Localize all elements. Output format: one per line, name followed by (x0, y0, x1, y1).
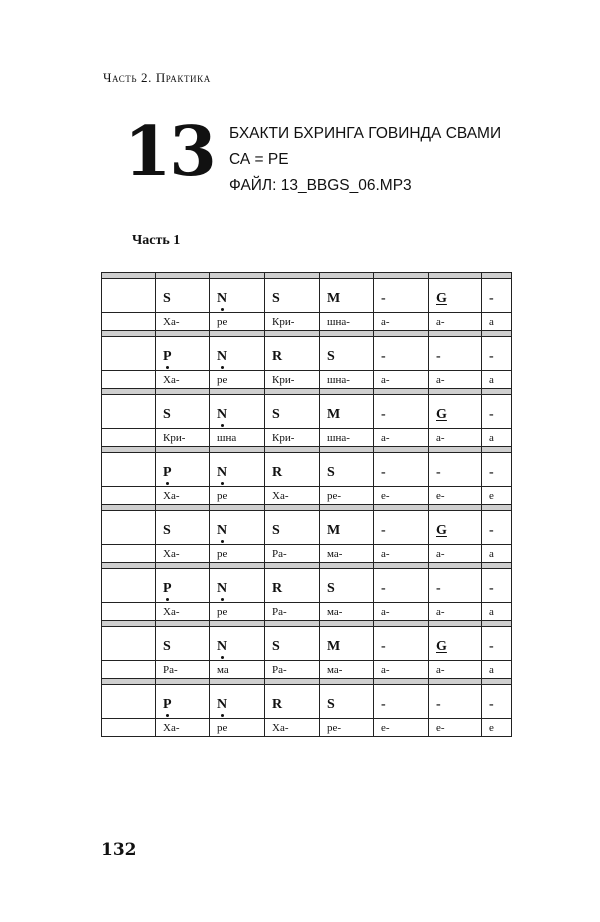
note-cell (210, 511, 265, 545)
note-cell (482, 685, 512, 719)
note-cell (210, 569, 265, 603)
note-cell (265, 395, 320, 429)
note-symbol: P (163, 464, 172, 480)
note-symbol: N (217, 348, 228, 364)
note-symbol: M (327, 406, 341, 422)
syllable-cell: Ра- (156, 661, 210, 679)
note-cell (265, 627, 320, 661)
row-label-cell (102, 429, 156, 447)
note-symbol: S (163, 290, 171, 306)
lesson-title: БХАКТИ БХРИНГА ГОВИНДА СВАМИ (229, 125, 502, 142)
syllable-cell: Ха- (265, 487, 320, 505)
syllable-cell: шна- (320, 313, 374, 331)
syllable-cell: Ра- (265, 603, 320, 621)
row-label-cell (102, 661, 156, 679)
syllable-cell: а- (429, 545, 482, 563)
syllable-cell: Ха- (156, 487, 210, 505)
syllable-cell: Ра- (265, 545, 320, 563)
syllable-cell: а- (374, 371, 429, 389)
note-symbol: P (163, 580, 172, 596)
syllable-cell: ре (210, 545, 265, 563)
syllable-cell: Ха- (265, 719, 320, 737)
note-cell (320, 627, 374, 661)
note-symbol: N (217, 290, 228, 306)
notation-table (101, 272, 512, 737)
syllable-cell: а (482, 545, 512, 563)
note-symbol: R (272, 580, 283, 596)
note-cell (210, 627, 265, 661)
note-symbol: N (217, 464, 228, 480)
syllable-cell: шна- (320, 429, 374, 447)
note-symbol: - (489, 348, 494, 364)
syllable-cell: а (482, 661, 512, 679)
note-cell (156, 685, 210, 719)
note-cell (429, 627, 482, 661)
note-cell (374, 453, 429, 487)
note-cell (320, 569, 374, 603)
note-symbol: M (327, 290, 341, 306)
row-label-cell (102, 511, 156, 545)
note-cell (482, 337, 512, 371)
syllable-cell: ре (210, 487, 265, 505)
syllable-cell: ре- (320, 487, 374, 505)
note-symbol: N (217, 406, 228, 422)
syllable-cell: е- (374, 487, 429, 505)
syllable-cell: Ха- (156, 313, 210, 331)
note-symbol: N (217, 580, 228, 596)
lesson-number: 13 (124, 112, 215, 192)
note-symbol: G (436, 638, 447, 654)
note-symbol: M (327, 638, 341, 654)
syllable-cell: а- (429, 371, 482, 389)
syllable-row (102, 603, 512, 621)
note-cell (265, 337, 320, 371)
note-cell (482, 453, 512, 487)
note-symbol: P (163, 348, 172, 364)
note-symbol: S (272, 638, 280, 654)
note-symbol: - (381, 348, 386, 364)
note-symbol: G (436, 522, 447, 538)
note-symbol: - (381, 522, 386, 538)
syllable-cell: ре (210, 313, 265, 331)
row-label-cell (102, 603, 156, 621)
syllable-cell: Кри- (265, 429, 320, 447)
note-cell (156, 395, 210, 429)
note-symbol: S (327, 696, 335, 712)
syllable-cell: Ха- (156, 371, 210, 389)
note-cell (156, 337, 210, 371)
note-symbol: S (163, 406, 171, 422)
note-symbol: - (381, 638, 386, 654)
note-symbol: - (381, 580, 386, 596)
syllable-row (102, 487, 512, 505)
syllable-cell: е (482, 487, 512, 505)
syllable-cell: ре (210, 603, 265, 621)
row-label-cell (102, 545, 156, 563)
note-cell (156, 569, 210, 603)
note-symbol: R (272, 464, 283, 480)
syllable-cell: Кри- (265, 313, 320, 331)
syllable-cell: ре (210, 719, 265, 737)
note-cell (320, 511, 374, 545)
note-row (102, 279, 512, 313)
note-cell (210, 453, 265, 487)
note-symbol: - (381, 406, 386, 422)
row-label-cell (102, 371, 156, 389)
note-cell (374, 337, 429, 371)
note-cell (482, 279, 512, 313)
note-cell (320, 685, 374, 719)
note-symbol: - (489, 522, 494, 538)
note-row (102, 395, 512, 429)
section-label: Часть 1 (132, 233, 181, 248)
syllable-cell: а- (374, 429, 429, 447)
note-cell (482, 511, 512, 545)
row-label-cell (102, 719, 156, 737)
note-cell (156, 453, 210, 487)
note-symbol: - (381, 290, 386, 306)
syllable-cell: Ха- (156, 719, 210, 737)
syllable-cell: шна- (320, 371, 374, 389)
note-cell (429, 685, 482, 719)
row-label-cell (102, 627, 156, 661)
syllable-cell: а- (374, 661, 429, 679)
syllable-cell: Ха- (156, 545, 210, 563)
running-head: Часть 2. Практика (103, 70, 211, 85)
syllable-cell: а (482, 429, 512, 447)
note-cell (320, 337, 374, 371)
note-symbol: S (327, 464, 335, 480)
note-cell (265, 279, 320, 313)
note-cell (265, 685, 320, 719)
syllable-cell: шна (210, 429, 265, 447)
note-symbol: - (436, 580, 441, 596)
note-cell (210, 279, 265, 313)
note-cell (265, 511, 320, 545)
note-cell (374, 569, 429, 603)
note-cell (374, 685, 429, 719)
lesson-key: СА = РЕ (229, 151, 289, 168)
note-symbol: - (489, 638, 494, 654)
note-cell (429, 279, 482, 313)
note-cell (265, 569, 320, 603)
note-symbol: - (436, 348, 441, 364)
note-symbol: N (217, 638, 228, 654)
note-symbol: N (217, 696, 228, 712)
note-row (102, 685, 512, 719)
syllable-cell: а- (429, 429, 482, 447)
row-label-cell (102, 569, 156, 603)
syllable-cell: ма- (320, 603, 374, 621)
syllable-cell: а- (429, 313, 482, 331)
syllable-row (102, 313, 512, 331)
syllable-row (102, 719, 512, 737)
note-symbol: - (489, 696, 494, 712)
note-symbol: R (272, 348, 283, 364)
syllable-row (102, 429, 512, 447)
row-label-cell (102, 487, 156, 505)
note-cell (156, 511, 210, 545)
note-symbol: G (436, 406, 447, 422)
note-symbol: G (436, 290, 447, 306)
note-cell (320, 453, 374, 487)
note-cell (374, 511, 429, 545)
note-row (102, 627, 512, 661)
note-row (102, 569, 512, 603)
note-row (102, 337, 512, 371)
page-number: 132 (101, 840, 137, 860)
note-cell (482, 395, 512, 429)
note-symbol: - (489, 406, 494, 422)
note-cell (265, 453, 320, 487)
syllable-cell: а- (374, 545, 429, 563)
note-cell (156, 627, 210, 661)
note-cell (429, 337, 482, 371)
note-symbol: S (272, 290, 280, 306)
row-label-cell (102, 337, 156, 371)
note-cell (482, 627, 512, 661)
syllable-cell: а- (374, 313, 429, 331)
syllable-cell: Кри- (265, 371, 320, 389)
note-symbol: - (436, 464, 441, 480)
row-label-cell (102, 279, 156, 313)
note-cell (320, 279, 374, 313)
note-cell (374, 395, 429, 429)
note-cell (320, 395, 374, 429)
note-cell (210, 337, 265, 371)
syllable-row (102, 371, 512, 389)
syllable-cell: а (482, 313, 512, 331)
note-symbol: N (217, 522, 228, 538)
note-cell (210, 685, 265, 719)
syllable-cell: а- (429, 603, 482, 621)
note-cell (210, 395, 265, 429)
note-symbol: M (327, 522, 341, 538)
note-symbol: S (272, 406, 280, 422)
syllable-cell: ре (210, 371, 265, 389)
note-symbol: - (489, 580, 494, 596)
row-label-cell (102, 313, 156, 331)
row-label-cell (102, 685, 156, 719)
syllable-cell: ма (210, 661, 265, 679)
syllable-cell: е- (429, 487, 482, 505)
note-cell (429, 569, 482, 603)
note-symbol: - (436, 696, 441, 712)
note-row (102, 453, 512, 487)
note-cell (429, 395, 482, 429)
row-label-cell (102, 453, 156, 487)
syllable-cell: а- (429, 661, 482, 679)
syllable-cell: а (482, 371, 512, 389)
note-cell (429, 511, 482, 545)
note-cell (429, 453, 482, 487)
note-symbol: - (381, 696, 386, 712)
lesson-info (229, 121, 501, 199)
syllable-cell: Кри- (156, 429, 210, 447)
note-symbol: - (381, 464, 386, 480)
syllable-cell: Ра- (265, 661, 320, 679)
note-symbol: R (272, 696, 283, 712)
syllable-cell: а- (374, 603, 429, 621)
note-symbol: S (163, 522, 171, 538)
syllable-cell: Ха- (156, 603, 210, 621)
lesson-file: ФАЙЛ: 13_BBGS_06.MP3 (229, 177, 412, 194)
syllable-cell: ре- (320, 719, 374, 737)
syllable-row (102, 545, 512, 563)
note-symbol: - (489, 464, 494, 480)
note-cell (156, 279, 210, 313)
syllable-cell: ма- (320, 545, 374, 563)
syllable-cell: е- (429, 719, 482, 737)
syllable-cell: ма- (320, 661, 374, 679)
syllable-cell: е (482, 719, 512, 737)
note-symbol: - (489, 290, 494, 306)
syllable-cell: е- (374, 719, 429, 737)
syllable-row (102, 661, 512, 679)
note-symbol: P (163, 696, 172, 712)
note-cell (374, 279, 429, 313)
note-cell (374, 627, 429, 661)
row-label-cell (102, 395, 156, 429)
note-symbol: S (163, 638, 171, 654)
note-cell (482, 569, 512, 603)
note-symbol: S (272, 522, 280, 538)
note-symbol: S (327, 580, 335, 596)
note-row (102, 511, 512, 545)
syllable-cell: а (482, 603, 512, 621)
note-symbol: S (327, 348, 335, 364)
